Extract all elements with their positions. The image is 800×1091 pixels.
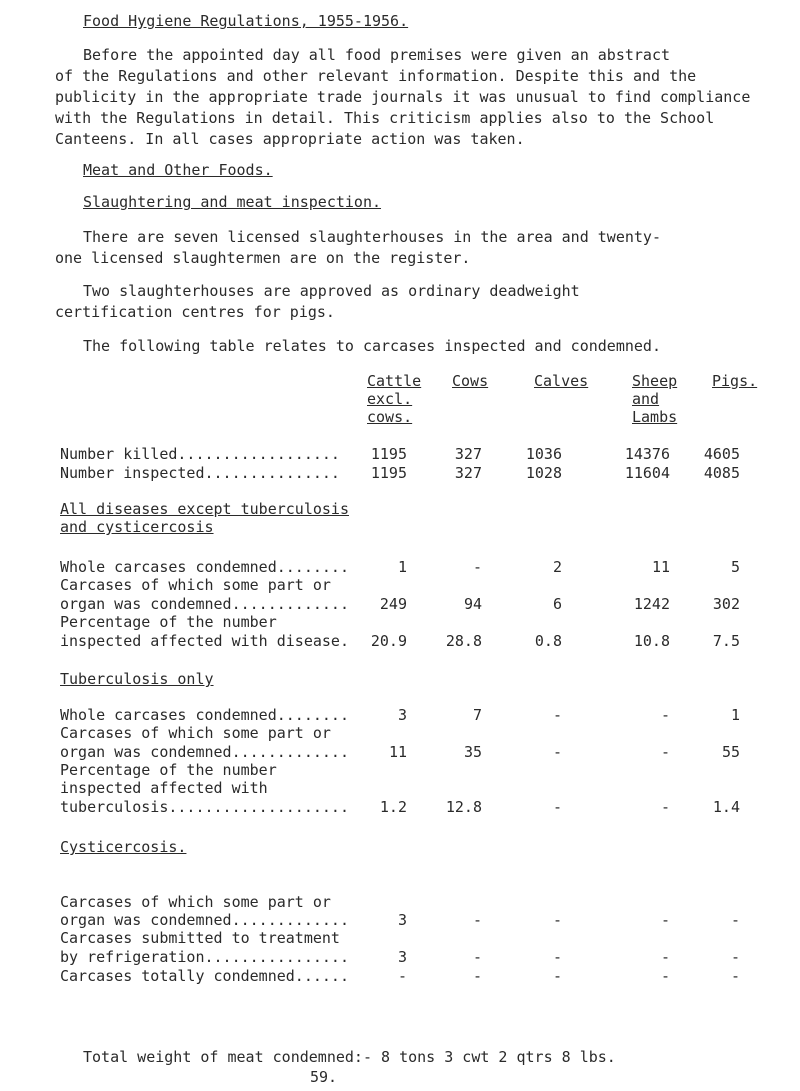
table-cell: 1195 bbox=[370, 464, 407, 482]
table-cell: 1028 bbox=[525, 464, 562, 482]
table-cell: - bbox=[472, 911, 482, 929]
table-section-heading: and cysticercosis bbox=[60, 518, 214, 536]
table-cell: 327 bbox=[454, 464, 482, 482]
table-row-label: Number killed.................. bbox=[60, 445, 340, 463]
table-cell: - bbox=[472, 558, 482, 576]
table-cell: 1 bbox=[397, 558, 407, 576]
table-cell: 28.8 bbox=[445, 632, 482, 650]
table-cell: 94 bbox=[463, 595, 482, 613]
table-cell: - bbox=[552, 911, 562, 929]
table-section-heading: Tuberculosis only bbox=[60, 670, 214, 688]
col-header-cows: Cows bbox=[452, 372, 489, 390]
table-cell: - bbox=[552, 798, 562, 816]
table-cell: 7.5 bbox=[712, 632, 740, 650]
intro-line-2: of the Regulations and other relevant information. Despite this and the bbox=[55, 67, 697, 85]
table-row-label: tuberculosis.................... bbox=[60, 798, 349, 816]
table-cell: 1 bbox=[730, 706, 740, 724]
col-header-pigs: Pigs. bbox=[712, 372, 758, 390]
table-cell: 3 bbox=[397, 706, 407, 724]
intro-line-3: publicity in the appropriate trade journals it was unusual to find compliance bbox=[55, 88, 751, 106]
table-row-label: organ was condemned............. bbox=[60, 595, 349, 613]
table-cell: - bbox=[660, 706, 670, 724]
table-section-heading: Cysticercosis. bbox=[60, 838, 187, 856]
table-cell: 327 bbox=[454, 445, 482, 463]
para3: The following table relates to carcases inspected and condemned. bbox=[83, 337, 661, 355]
table-row-label: Number inspected............... bbox=[60, 464, 340, 482]
table-cell: 302 bbox=[712, 595, 740, 613]
table-cell: 14376 bbox=[624, 445, 670, 463]
table-cell: - bbox=[660, 911, 670, 929]
table-cell: 20.9 bbox=[370, 632, 407, 650]
table-cell: - bbox=[660, 798, 670, 816]
table-row-label: Percentage of the number bbox=[60, 613, 277, 631]
table-cell: 7 bbox=[472, 706, 482, 724]
intro-line-1: Before the appointed day all food premises were given an abstract bbox=[83, 46, 670, 64]
table-cell: 11604 bbox=[624, 464, 670, 482]
table-row-label: Carcases totally condemned...... bbox=[60, 967, 349, 985]
table-row-label: inspected affected with bbox=[60, 779, 268, 797]
table-cell: 55 bbox=[721, 743, 740, 761]
col-header-cattle-2: excl. bbox=[367, 390, 413, 408]
table-cell: 1.4 bbox=[712, 798, 740, 816]
para1-line-1: There are seven licensed slaughterhouses in the area and twenty- bbox=[83, 228, 661, 246]
table-cell: 1195 bbox=[370, 445, 407, 463]
table-cell: 1.2 bbox=[379, 798, 407, 816]
table-cell: - bbox=[472, 967, 482, 985]
col-header-sheep-2: and bbox=[632, 390, 660, 408]
page-number: 59. bbox=[310, 1068, 338, 1086]
table-row-label: Carcases of which some part or bbox=[60, 724, 331, 742]
table-cell: - bbox=[660, 743, 670, 761]
table-cell: - bbox=[397, 967, 407, 985]
col-header-cattle-3: cows. bbox=[367, 408, 413, 426]
table-cell: - bbox=[730, 911, 740, 929]
table-row-label: by refrigeration................ bbox=[60, 948, 349, 966]
table-cell: - bbox=[552, 706, 562, 724]
table-cell: - bbox=[730, 948, 740, 966]
table-cell: 10.8 bbox=[633, 632, 670, 650]
col-header-sheep-3: Lambs bbox=[632, 408, 678, 426]
table-cell: - bbox=[472, 948, 482, 966]
col-header-cattle-1: Cattle bbox=[367, 372, 422, 390]
table-cell: 3 bbox=[397, 948, 407, 966]
table-cell: 4085 bbox=[703, 464, 740, 482]
table-cell: 5 bbox=[730, 558, 740, 576]
table-cell: 4605 bbox=[703, 445, 740, 463]
table-row-label: Carcases submitted to treatment bbox=[60, 929, 340, 947]
table-cell: - bbox=[660, 967, 670, 985]
total-weight: Total weight of meat condemned:- 8 tons 3 cwt 2 qtrs 8 lbs. bbox=[83, 1048, 616, 1066]
table-cell: - bbox=[552, 948, 562, 966]
para2-line-2: certification centres for pigs. bbox=[55, 303, 335, 321]
table-row-label: Carcases of which some part or bbox=[60, 893, 331, 911]
table-row-label: Percentage of the number bbox=[60, 761, 277, 779]
table-cell: - bbox=[660, 948, 670, 966]
subsection-heading: Slaughtering and meat inspection. bbox=[83, 193, 382, 211]
intro-line-5: Canteens. In all cases appropriate action was taken. bbox=[55, 130, 525, 148]
table-row-label: inspected affected with disease. bbox=[60, 632, 349, 650]
table-cell: - bbox=[552, 743, 562, 761]
section-heading: Meat and Other Foods. bbox=[83, 161, 273, 179]
table-cell: 6 bbox=[552, 595, 562, 613]
para1-line-2: one licensed slaughtermen are on the register. bbox=[55, 249, 471, 267]
page-title: Food Hygiene Regulations, 1955-1956. bbox=[83, 12, 409, 30]
table-cell: 1242 bbox=[633, 595, 670, 613]
para2-line-1: Two slaughterhouses are approved as ordinary deadweight bbox=[83, 282, 580, 300]
table-row-label: Whole carcases condemned........ bbox=[60, 558, 349, 576]
table-cell: 0.8 bbox=[534, 632, 562, 650]
table-cell: 1036 bbox=[525, 445, 562, 463]
table-section-heading: All diseases except tuberculosis bbox=[60, 500, 349, 518]
table-cell: 11 bbox=[651, 558, 670, 576]
table-row-label: organ was condemned............. bbox=[60, 743, 349, 761]
col-header-sheep-1: Sheep bbox=[632, 372, 678, 390]
table-row-label: organ was condemned............. bbox=[60, 911, 349, 929]
table-cell: 3 bbox=[397, 911, 407, 929]
table-cell: 12.8 bbox=[445, 798, 482, 816]
col-header-calves: Calves bbox=[534, 372, 589, 390]
table-cell: - bbox=[730, 967, 740, 985]
table-cell: 35 bbox=[463, 743, 482, 761]
table-cell: 2 bbox=[552, 558, 562, 576]
table-cell: - bbox=[552, 967, 562, 985]
table-cell: 11 bbox=[388, 743, 407, 761]
intro-line-4: with the Regulations in detail. This criticism applies also to the School bbox=[55, 109, 715, 127]
table-row-label: Carcases of which some part or bbox=[60, 576, 331, 594]
table-cell: 249 bbox=[379, 595, 407, 613]
table-row-label: Whole carcases condemned........ bbox=[60, 706, 349, 724]
